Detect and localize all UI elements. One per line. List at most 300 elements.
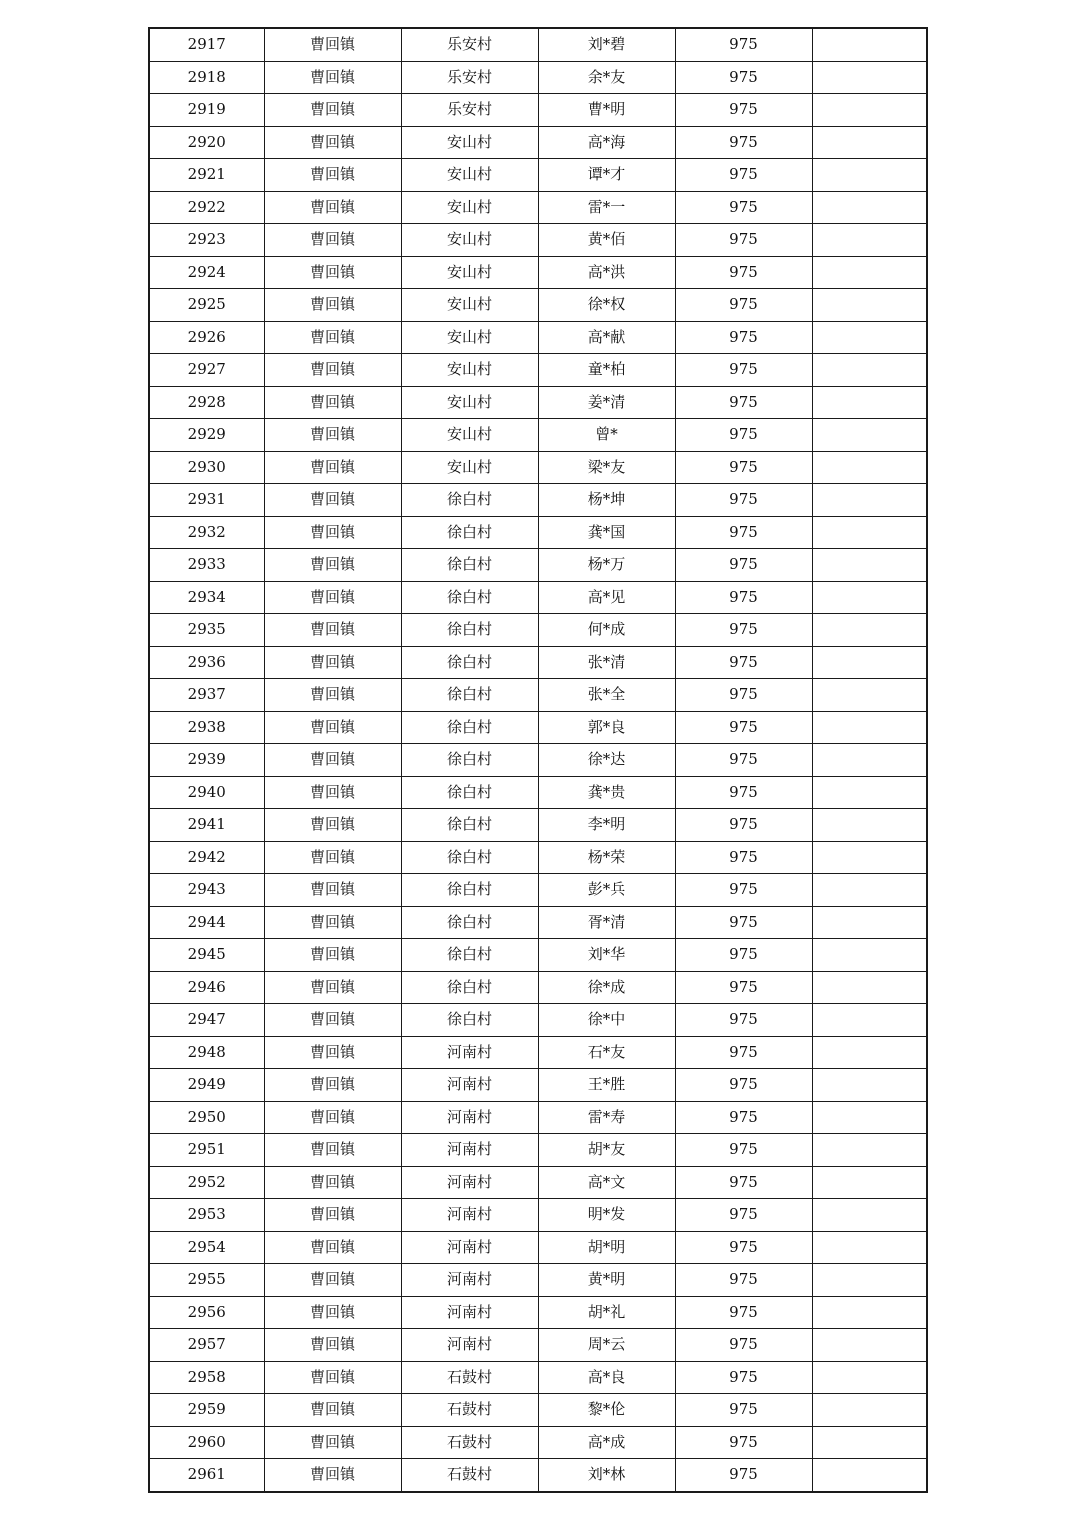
remark-cell (812, 939, 927, 972)
remark-cell (812, 1459, 927, 1492)
row-number-cell: 2939 (149, 744, 264, 777)
town-cell: 曹回镇 (264, 516, 401, 549)
row-number-cell: 2933 (149, 549, 264, 582)
town-cell: 曹回镇 (264, 1426, 401, 1459)
amount-cell: 975 (675, 679, 812, 712)
remark-cell (812, 1134, 927, 1167)
amount-cell: 975 (675, 1264, 812, 1297)
table-row (149, 776, 927, 809)
amount-cell: 975 (675, 1134, 812, 1167)
name-cell: 雷*一 (538, 191, 675, 224)
table-row (149, 1264, 927, 1297)
amount-cell: 975 (675, 1069, 812, 1102)
name-cell: 李*明 (538, 809, 675, 842)
remark-cell (812, 679, 927, 712)
name-cell: 高*良 (538, 1361, 675, 1394)
remark-cell (812, 809, 927, 842)
remark-cell (812, 159, 927, 192)
town-cell: 曹回镇 (264, 1069, 401, 1102)
amount-cell: 975 (675, 646, 812, 679)
village-cell: 河南村 (401, 1231, 538, 1264)
amount-cell: 975 (675, 484, 812, 517)
amount-cell: 975 (675, 1036, 812, 1069)
table-row (149, 28, 927, 61)
remark-cell (812, 94, 927, 127)
row-number-cell: 2948 (149, 1036, 264, 1069)
village-cell: 徐白村 (401, 939, 538, 972)
village-cell: 安山村 (401, 451, 538, 484)
row-number-cell: 2952 (149, 1166, 264, 1199)
village-cell: 河南村 (401, 1036, 538, 1069)
roster-table (148, 27, 928, 1493)
table-row (149, 419, 927, 452)
row-number-cell: 2941 (149, 809, 264, 842)
row-number-cell: 2961 (149, 1459, 264, 1492)
table-row (149, 549, 927, 582)
village-cell: 安山村 (401, 224, 538, 257)
amount-cell: 975 (675, 939, 812, 972)
town-cell: 曹回镇 (264, 451, 401, 484)
village-cell: 徐白村 (401, 711, 538, 744)
name-cell: 刘*林 (538, 1459, 675, 1492)
town-cell: 曹回镇 (264, 1004, 401, 1037)
name-cell: 黎*伦 (538, 1394, 675, 1427)
table-row (149, 1394, 927, 1427)
village-cell: 石鼓村 (401, 1394, 538, 1427)
village-cell: 乐安村 (401, 28, 538, 61)
town-cell: 曹回镇 (264, 1329, 401, 1362)
row-number-cell: 2920 (149, 126, 264, 159)
remark-cell (812, 549, 927, 582)
village-cell: 徐白村 (401, 809, 538, 842)
town-cell: 曹回镇 (264, 841, 401, 874)
amount-cell: 975 (675, 776, 812, 809)
amount-cell: 975 (675, 1459, 812, 1492)
row-number-cell: 2925 (149, 289, 264, 322)
village-cell: 徐白村 (401, 971, 538, 1004)
village-cell: 安山村 (401, 419, 538, 452)
amount-cell: 975 (675, 191, 812, 224)
village-cell: 河南村 (401, 1264, 538, 1297)
town-cell: 曹回镇 (264, 419, 401, 452)
remark-cell (812, 906, 927, 939)
amount-cell: 975 (675, 1426, 812, 1459)
village-cell: 安山村 (401, 126, 538, 159)
remark-cell (812, 1199, 927, 1232)
village-cell: 河南村 (401, 1329, 538, 1362)
village-cell: 河南村 (401, 1069, 538, 1102)
remark-cell (812, 1426, 927, 1459)
amount-cell: 975 (675, 614, 812, 647)
table-row (149, 1329, 927, 1362)
amount-cell: 975 (675, 451, 812, 484)
table-row (149, 1166, 927, 1199)
village-cell: 石鼓村 (401, 1459, 538, 1492)
town-cell: 曹回镇 (264, 1166, 401, 1199)
table-row (149, 906, 927, 939)
table-row (149, 1361, 927, 1394)
village-cell: 河南村 (401, 1101, 538, 1134)
remark-cell (812, 971, 927, 1004)
row-number-cell: 2934 (149, 581, 264, 614)
remark-cell (812, 744, 927, 777)
village-cell: 徐白村 (401, 906, 538, 939)
amount-cell: 975 (675, 1166, 812, 1199)
table-row (149, 1231, 927, 1264)
name-cell: 龚*贵 (538, 776, 675, 809)
row-number-cell: 2927 (149, 354, 264, 387)
remark-cell (812, 451, 927, 484)
village-cell: 安山村 (401, 159, 538, 192)
village-cell: 河南村 (401, 1166, 538, 1199)
town-cell: 曹回镇 (264, 386, 401, 419)
town-cell: 曹回镇 (264, 939, 401, 972)
remark-cell (812, 516, 927, 549)
remark-cell (812, 776, 927, 809)
amount-cell: 975 (675, 809, 812, 842)
town-cell: 曹回镇 (264, 94, 401, 127)
table-row (149, 581, 927, 614)
table-row (149, 451, 927, 484)
town-cell: 曹回镇 (264, 1264, 401, 1297)
amount-cell: 975 (675, 419, 812, 452)
amount-cell: 975 (675, 906, 812, 939)
name-cell: 高*献 (538, 321, 675, 354)
name-cell: 童*柏 (538, 354, 675, 387)
town-cell: 曹回镇 (264, 256, 401, 289)
remark-cell (812, 1231, 927, 1264)
amount-cell: 975 (675, 1231, 812, 1264)
table-row (149, 289, 927, 322)
amount-cell: 975 (675, 744, 812, 777)
row-number-cell: 2949 (149, 1069, 264, 1102)
table-row (149, 1426, 927, 1459)
name-cell: 黄*佰 (538, 224, 675, 257)
town-cell: 曹回镇 (264, 191, 401, 224)
remark-cell (812, 1361, 927, 1394)
row-number-cell: 2951 (149, 1134, 264, 1167)
town-cell: 曹回镇 (264, 321, 401, 354)
table-row (149, 841, 927, 874)
town-cell: 曹回镇 (264, 711, 401, 744)
amount-cell: 975 (675, 94, 812, 127)
amount-cell: 975 (675, 224, 812, 257)
table-row (149, 484, 927, 517)
row-number-cell: 2935 (149, 614, 264, 647)
remark-cell (812, 386, 927, 419)
amount-cell: 975 (675, 354, 812, 387)
amount-cell: 975 (675, 28, 812, 61)
amount-cell: 975 (675, 126, 812, 159)
town-cell: 曹回镇 (264, 1134, 401, 1167)
name-cell: 徐*权 (538, 289, 675, 322)
row-number-cell: 2960 (149, 1426, 264, 1459)
village-cell: 徐白村 (401, 679, 538, 712)
remark-cell (812, 321, 927, 354)
village-cell: 安山村 (401, 256, 538, 289)
row-number-cell: 2945 (149, 939, 264, 972)
row-number-cell: 2918 (149, 61, 264, 94)
roster-table-body (149, 28, 927, 1492)
row-number-cell: 2936 (149, 646, 264, 679)
village-cell: 河南村 (401, 1134, 538, 1167)
name-cell: 徐*达 (538, 744, 675, 777)
name-cell: 徐*成 (538, 971, 675, 1004)
row-number-cell: 2929 (149, 419, 264, 452)
remark-cell (812, 126, 927, 159)
village-cell: 河南村 (401, 1199, 538, 1232)
town-cell: 曹回镇 (264, 354, 401, 387)
village-cell: 徐白村 (401, 614, 538, 647)
table-row (149, 224, 927, 257)
table-row (149, 94, 927, 127)
table-row (149, 1199, 927, 1232)
town-cell: 曹回镇 (264, 581, 401, 614)
remark-cell (812, 1069, 927, 1102)
name-cell: 曹*明 (538, 94, 675, 127)
table-row (149, 126, 927, 159)
village-cell: 徐白村 (401, 484, 538, 517)
row-number-cell: 2957 (149, 1329, 264, 1362)
remark-cell (812, 874, 927, 907)
amount-cell: 975 (675, 386, 812, 419)
name-cell: 杨*万 (538, 549, 675, 582)
name-cell: 高*见 (538, 581, 675, 614)
name-cell: 张*清 (538, 646, 675, 679)
amount-cell: 975 (675, 159, 812, 192)
table-row (149, 1296, 927, 1329)
table-row (149, 744, 927, 777)
village-cell: 安山村 (401, 386, 538, 419)
name-cell: 刘*碧 (538, 28, 675, 61)
remark-cell (812, 1264, 927, 1297)
remark-cell (812, 614, 927, 647)
town-cell: 曹回镇 (264, 744, 401, 777)
table-row (149, 321, 927, 354)
name-cell: 胡*礼 (538, 1296, 675, 1329)
village-cell: 石鼓村 (401, 1426, 538, 1459)
remark-cell (812, 191, 927, 224)
table-row (149, 809, 927, 842)
row-number-cell: 2940 (149, 776, 264, 809)
name-cell: 彭*兵 (538, 874, 675, 907)
amount-cell: 975 (675, 1394, 812, 1427)
name-cell: 周*云 (538, 1329, 675, 1362)
row-number-cell: 2917 (149, 28, 264, 61)
name-cell: 徐*中 (538, 1004, 675, 1037)
table-row (149, 516, 927, 549)
row-number-cell: 2953 (149, 1199, 264, 1232)
name-cell: 明*发 (538, 1199, 675, 1232)
town-cell: 曹回镇 (264, 776, 401, 809)
row-number-cell: 2923 (149, 224, 264, 257)
remark-cell (812, 646, 927, 679)
village-cell: 徐白村 (401, 516, 538, 549)
name-cell: 高*洪 (538, 256, 675, 289)
table-row (149, 1036, 927, 1069)
row-number-cell: 2926 (149, 321, 264, 354)
town-cell: 曹回镇 (264, 971, 401, 1004)
table-row (149, 1459, 927, 1492)
name-cell: 胡*明 (538, 1231, 675, 1264)
table-row (149, 159, 927, 192)
row-number-cell: 2937 (149, 679, 264, 712)
name-cell: 刘*华 (538, 939, 675, 972)
village-cell: 徐白村 (401, 1004, 538, 1037)
amount-cell: 975 (675, 1296, 812, 1329)
name-cell: 胥*清 (538, 906, 675, 939)
village-cell: 徐白村 (401, 549, 538, 582)
name-cell: 龚*国 (538, 516, 675, 549)
row-number-cell: 2932 (149, 516, 264, 549)
town-cell: 曹回镇 (264, 1036, 401, 1069)
row-number-cell: 2955 (149, 1264, 264, 1297)
row-number-cell: 2947 (149, 1004, 264, 1037)
name-cell: 曾* (538, 419, 675, 452)
table-row (149, 614, 927, 647)
town-cell: 曹回镇 (264, 1459, 401, 1492)
row-number-cell: 2942 (149, 841, 264, 874)
town-cell: 曹回镇 (264, 874, 401, 907)
amount-cell: 975 (675, 1361, 812, 1394)
remark-cell (812, 289, 927, 322)
remark-cell (812, 581, 927, 614)
amount-cell: 975 (675, 289, 812, 322)
town-cell: 曹回镇 (264, 906, 401, 939)
village-cell: 徐白村 (401, 744, 538, 777)
name-cell: 胡*友 (538, 1134, 675, 1167)
row-number-cell: 2946 (149, 971, 264, 1004)
name-cell: 郭*良 (538, 711, 675, 744)
name-cell: 余*友 (538, 61, 675, 94)
name-cell: 杨*荣 (538, 841, 675, 874)
remark-cell (812, 484, 927, 517)
name-cell: 杨*坤 (538, 484, 675, 517)
village-cell: 安山村 (401, 191, 538, 224)
table-row (149, 939, 927, 972)
town-cell: 曹回镇 (264, 679, 401, 712)
town-cell: 曹回镇 (264, 484, 401, 517)
amount-cell: 975 (675, 549, 812, 582)
row-number-cell: 2919 (149, 94, 264, 127)
remark-cell (812, 28, 927, 61)
remark-cell (812, 1329, 927, 1362)
table-row (149, 711, 927, 744)
row-number-cell: 2930 (149, 451, 264, 484)
table-row (149, 646, 927, 679)
row-number-cell: 2922 (149, 191, 264, 224)
town-cell: 曹回镇 (264, 549, 401, 582)
amount-cell: 975 (675, 1004, 812, 1037)
row-number-cell: 2921 (149, 159, 264, 192)
town-cell: 曹回镇 (264, 126, 401, 159)
name-cell: 姜*清 (538, 386, 675, 419)
town-cell: 曹回镇 (264, 1101, 401, 1134)
amount-cell: 975 (675, 61, 812, 94)
amount-cell: 975 (675, 841, 812, 874)
village-cell: 河南村 (401, 1296, 538, 1329)
town-cell: 曹回镇 (264, 1199, 401, 1232)
village-cell: 安山村 (401, 321, 538, 354)
table-row (149, 354, 927, 387)
town-cell: 曹回镇 (264, 614, 401, 647)
table-row (149, 386, 927, 419)
town-cell: 曹回镇 (264, 1231, 401, 1264)
village-cell: 石鼓村 (401, 1361, 538, 1394)
village-cell: 乐安村 (401, 61, 538, 94)
village-cell: 乐安村 (401, 94, 538, 127)
name-cell: 谭*才 (538, 159, 675, 192)
table-row (149, 874, 927, 907)
table-row (149, 191, 927, 224)
row-number-cell: 2956 (149, 1296, 264, 1329)
town-cell: 曹回镇 (264, 159, 401, 192)
remark-cell (812, 1296, 927, 1329)
amount-cell: 975 (675, 581, 812, 614)
table-row (149, 1069, 927, 1102)
town-cell: 曹回镇 (264, 809, 401, 842)
row-number-cell: 2958 (149, 1361, 264, 1394)
name-cell: 黄*明 (538, 1264, 675, 1297)
amount-cell: 975 (675, 971, 812, 1004)
village-cell: 徐白村 (401, 581, 538, 614)
remark-cell (812, 61, 927, 94)
town-cell: 曹回镇 (264, 1296, 401, 1329)
row-number-cell: 2938 (149, 711, 264, 744)
table-row (149, 1101, 927, 1134)
remark-cell (812, 1101, 927, 1134)
town-cell: 曹回镇 (264, 1361, 401, 1394)
remark-cell (812, 1004, 927, 1037)
name-cell: 王*胜 (538, 1069, 675, 1102)
village-cell: 徐白村 (401, 776, 538, 809)
remark-cell (812, 354, 927, 387)
table-row (149, 1134, 927, 1167)
name-cell: 雷*寿 (538, 1101, 675, 1134)
amount-cell: 975 (675, 321, 812, 354)
table-row (149, 256, 927, 289)
village-cell: 徐白村 (401, 874, 538, 907)
name-cell: 高*海 (538, 126, 675, 159)
amount-cell: 975 (675, 256, 812, 289)
village-cell: 徐白村 (401, 841, 538, 874)
town-cell: 曹回镇 (264, 61, 401, 94)
amount-cell: 975 (675, 1329, 812, 1362)
row-number-cell: 2924 (149, 256, 264, 289)
amount-cell: 975 (675, 1199, 812, 1232)
row-number-cell: 2950 (149, 1101, 264, 1134)
remark-cell (812, 256, 927, 289)
town-cell: 曹回镇 (264, 28, 401, 61)
remark-cell (812, 711, 927, 744)
remark-cell (812, 1394, 927, 1427)
name-cell: 张*全 (538, 679, 675, 712)
town-cell: 曹回镇 (264, 646, 401, 679)
name-cell: 高*成 (538, 1426, 675, 1459)
remark-cell (812, 224, 927, 257)
table-row (149, 1004, 927, 1037)
village-cell: 安山村 (401, 354, 538, 387)
remark-cell (812, 419, 927, 452)
remark-cell (812, 1036, 927, 1069)
row-number-cell: 2943 (149, 874, 264, 907)
table-row (149, 679, 927, 712)
table-row (149, 61, 927, 94)
amount-cell: 975 (675, 516, 812, 549)
name-cell: 石*友 (538, 1036, 675, 1069)
table-row (149, 971, 927, 1004)
village-cell: 徐白村 (401, 646, 538, 679)
